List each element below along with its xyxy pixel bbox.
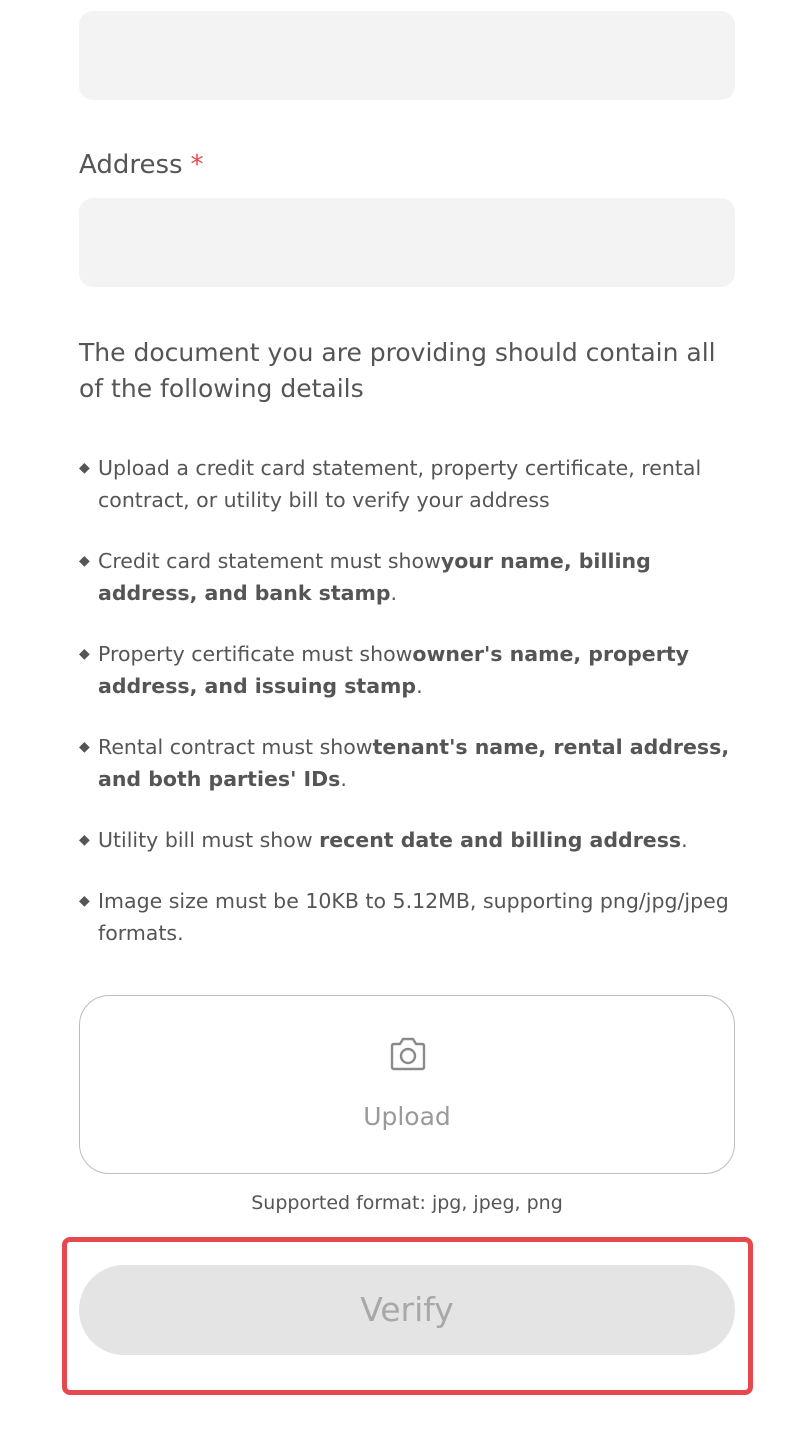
requirement-text: Property certificate must show	[98, 642, 413, 666]
requirement-item	[79, 545, 744, 609]
requirements-list	[79, 452, 744, 978]
requirement-text: Utility bill must show	[98, 828, 320, 852]
instructions-intro: The document you are providing should contain all of the following details	[79, 338, 716, 403]
supported-format-note: Supported format: jpg, jpeg, png	[251, 1192, 563, 1214]
requirement-bold-text: recent date and billing address	[319, 828, 682, 852]
requirement-bold-text: owner's name, property address, and issuing stamp	[98, 642, 689, 698]
requirement-item	[79, 885, 744, 949]
requirement-item	[79, 731, 744, 795]
diamond-bullet-icon: ◆	[79, 553, 90, 569]
requirement-item	[79, 638, 744, 702]
previous-field-input[interactable]	[79, 11, 735, 100]
requirement-text: Rental contract must show	[98, 735, 373, 759]
requirement-item	[79, 824, 744, 856]
required-asterisk: *	[190, 150, 204, 180]
upload-label: Upload	[363, 1102, 451, 1131]
requirement-text: Image size must be 10KB to 5.12MB, supporting png/jpg/jpeg formats.	[98, 889, 729, 945]
requirement-suffix: .	[340, 767, 347, 791]
address-label-text: Address	[79, 150, 183, 180]
camera-icon	[388, 1036, 428, 1072]
diamond-bullet-icon: ◆	[79, 739, 90, 755]
diamond-bullet-icon: ◆	[79, 460, 90, 476]
requirement-bold-text: your name, billing address, and bank stamp	[98, 549, 651, 605]
verify-button[interactable]: Verify	[79, 1265, 735, 1355]
diamond-bullet-icon: ◆	[79, 646, 90, 662]
address-input[interactable]	[79, 198, 735, 287]
requirement-bold-text: tenant's name, rental address, and both parties' IDs	[98, 735, 730, 791]
requirement-suffix: .	[681, 828, 688, 852]
requirement-text: Upload a credit card statement, property certificate, rental contract, or utility bill to verify your address	[98, 456, 702, 512]
requirement-text: Credit card statement must show	[98, 549, 441, 573]
requirement-item	[79, 452, 744, 516]
diamond-bullet-icon: ◆	[79, 893, 90, 909]
requirement-suffix: .	[390, 581, 398, 605]
upload-dropzone[interactable]	[79, 995, 735, 1174]
requirement-suffix: .	[416, 674, 423, 698]
address-label	[79, 148, 204, 182]
diamond-bullet-icon: ◆	[79, 832, 90, 848]
